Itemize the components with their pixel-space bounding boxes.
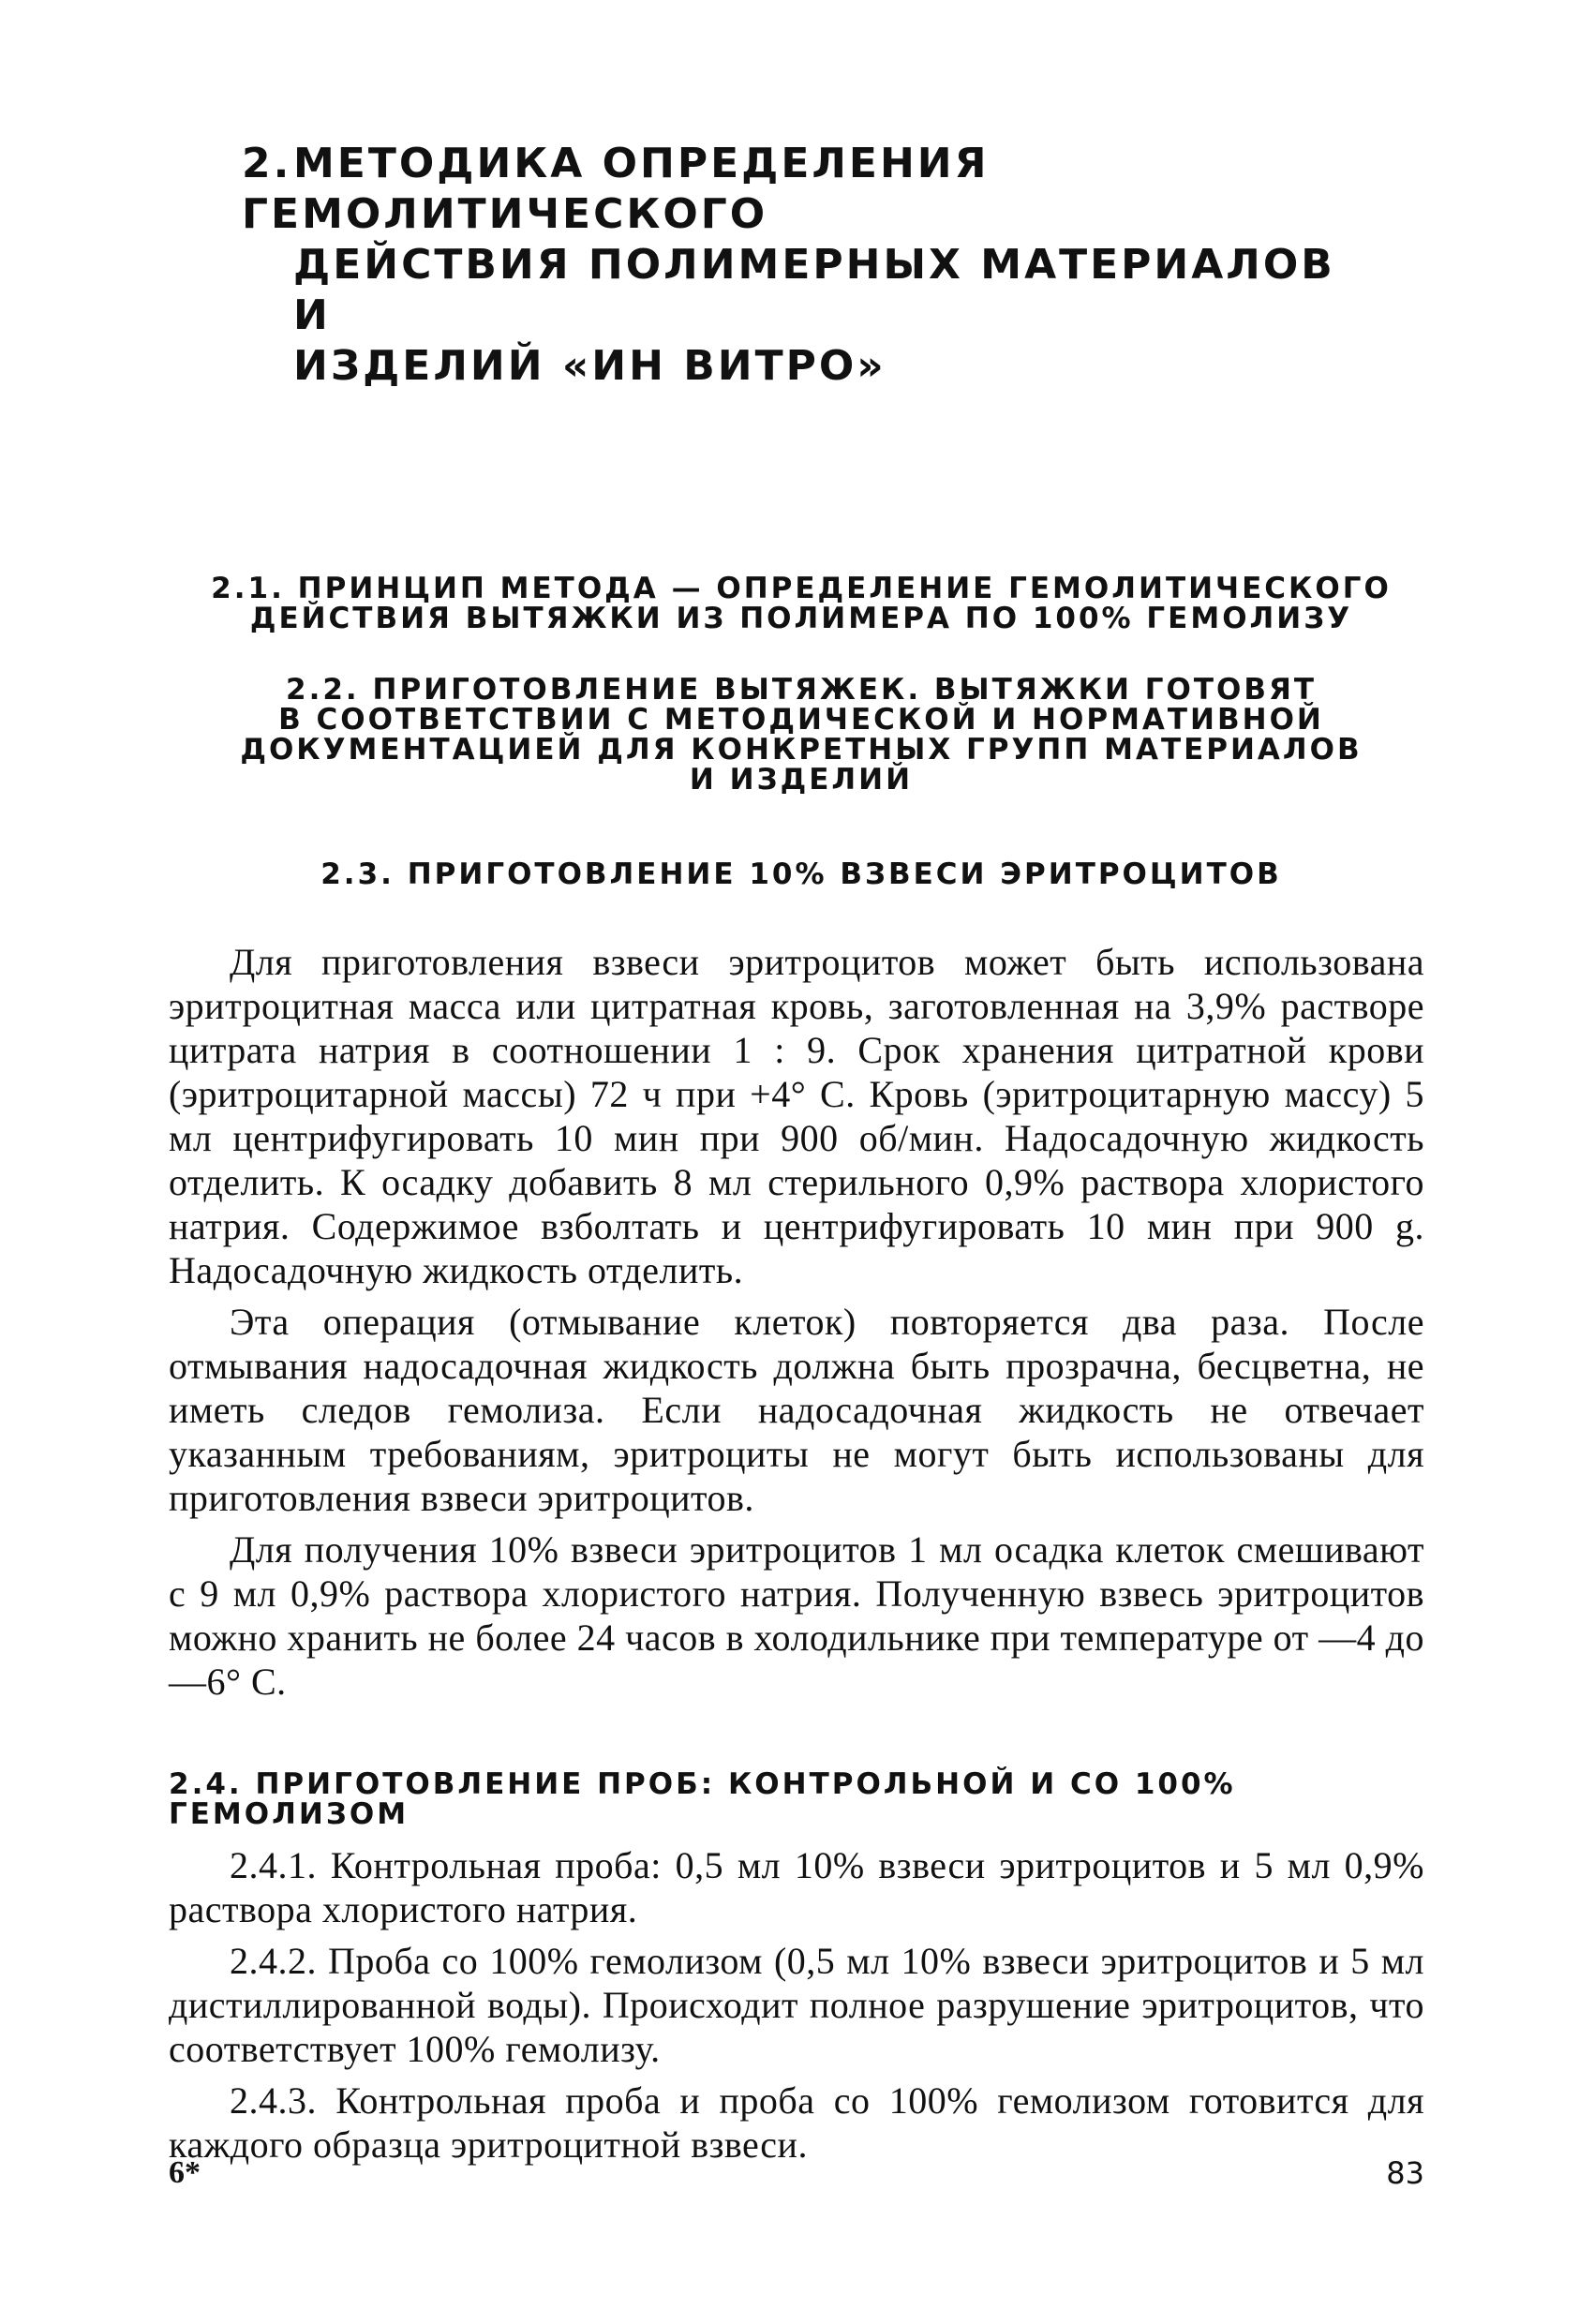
section-2-4-body	[169, 1843, 1424, 2167]
chapter-title-line-2: ДЕЙСТВИЯ ПОЛИМЕРНЫХ МАТЕРИАЛОВ И	[293, 241, 1335, 339]
section-2-3-heading: 2.3. ПРИГОТОВЛЕНИЕ 10% ВЗВЕСИ ЭРИТРОЦИТОВ	[320, 857, 1282, 891]
section-2-4-heading: 2.4. ПРИГОТОВЛЕНИЕ ПРОБ: КОНТРОЛЬНОЙ И СО 100% ГЕМОЛИЗОМ	[169, 1767, 1236, 1831]
section-2-1-heading	[178, 574, 1424, 633]
page-number: 83	[1386, 2155, 1424, 2191]
heading-line: В СООТВЕТСТВИИ С МЕТОДИЧЕСКОЙ И НОРМАТИВНОЙ	[278, 703, 1324, 737]
heading-line: И ИЗДЕЛИЙ	[689, 763, 914, 797]
chapter-title-line-3: ИЗДЕЛИЙ «ИН ВИТРО»	[293, 342, 886, 390]
paragraph: 2.4.2. Проба со 100% гемолизом (0,5 мл 10% взвеси эритроцитов и 5 мл дистиллированной воды). Происходит полное разрушение эритроцитов, что соответствует 100% гемолизу.	[169, 1940, 1424, 2070]
chapter-title-line-1: 2.МЕТОДИКА ОПРЕДЕЛЕНИЯ ГЕМОЛИТИЧЕСКОГО	[242, 140, 990, 238]
heading-line: 2.1. ПРИНЦИП МЕТОДА — ОПРЕДЕЛЕНИЕ ГЕМОЛИТИЧЕСКОГО	[211, 572, 1392, 605]
paragraph: 2.4.1. Контрольная проба: 0,5 мл 10% взвеси эритроцитов и 5 мл 0,9% раствора хлористого натрия.	[169, 1844, 1424, 1930]
paragraph: 2.4.3. Контрольная проба и проба со 100% гемолизом готовится для каждого образца эритроцитной взвеси.	[169, 2079, 1424, 2166]
paragraph: Для приготовления взвеси эритроцитов может быть использована эритроцитная масса или цитратная кровь, заготовленная на 3,9% растворе цитрата натрия в соотношении 1 : 9. Срок хранения цитратной крови (эритроцитарной массы) 72 ч при +4° С. Кровь (эритроцитарную массу) 5 мл центрифугировать 10 мин при 900 об/мин. Надосадочную жидкость отделить. К осадку добавить 8 мл стерильного 0,9% раствора хлористого натрия. Содержимое взболтать и центрифугировать 10 мин при 900 g. Надосадочную жидкость отделить.	[169, 941, 1424, 1291]
section-2-2-heading	[178, 675, 1424, 795]
heading-line: 2.2. ПРИГОТОВЛЕНИЕ ВЫТЯЖЕК. ВЫТЯЖКИ ГОТОВЯТ	[286, 673, 1317, 707]
paragraph: Для получения 10% взвеси эритроцитов 1 мл осадка клеток смешивают с 9 мл 0,9% раствора хлористого натрия. Полученную взвесь эритроцитов можно хранить не более 24 часов в холодильнике при температуре от —4 до —6° С.	[169, 1528, 1424, 1703]
section-2-3-body	[169, 940, 1424, 1704]
signature-mark: 6*	[169, 2155, 201, 2190]
heading-line: ДЕЙСТВИЯ ВЫТЯЖКИ ИЗ ПОЛИМЕРА ПО 100% ГЕМОЛИЗУ	[249, 602, 1353, 635]
heading-line: ДОКУМЕНТАЦИЕЙ ДЛЯ КОНКРЕТНЫХ ГРУПП МАТЕРИАЛОВ	[240, 733, 1363, 767]
chapter-title	[242, 139, 1366, 392]
paragraph: Эта операция (отмывание клеток) повторяется два раза. После отмывания надосадочная жидкость должна быть прозрачна, бесцветна, не иметь следов гемолиза. Если надосадочная жидкость не отвечает указанным требованиям, эритроциты не могут быть использованы для приготовления взвеси эритроцитов.	[169, 1301, 1424, 1519]
chapter-number: 2.	[242, 140, 292, 187]
